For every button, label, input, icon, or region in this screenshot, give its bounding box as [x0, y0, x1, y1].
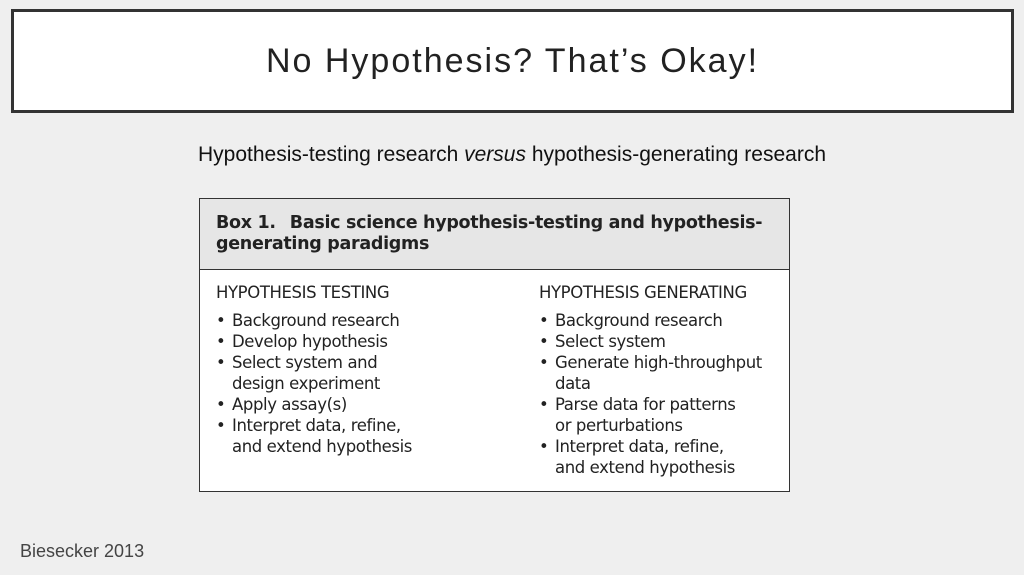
testing-item-line: • Apply assay(s)	[232, 395, 347, 414]
generating-list-item	[539, 331, 789, 352]
subtitle-part2: hypothesis-generating research	[525, 143, 826, 166]
testing-list-item	[216, 415, 539, 457]
box-columns	[200, 270, 789, 478]
generating-item-line: or perturbations	[555, 416, 683, 435]
source-credit: Biesecker 2013	[20, 541, 145, 561]
box-label: Box 1.	[216, 213, 276, 233]
paradigm-box	[199, 198, 790, 492]
testing-list-item	[216, 352, 539, 394]
subtitle-emphasis: versus	[464, 143, 526, 166]
generating-item-line: • Select system	[555, 332, 666, 351]
testing-title: HYPOTHESIS TESTING	[216, 283, 390, 302]
generating-list-item	[539, 352, 789, 394]
generating-item-line: • Interpret data, refine,	[555, 437, 724, 456]
generating-list-item	[539, 436, 789, 478]
box-heading	[200, 199, 789, 270]
testing-item-line: design experiment	[232, 374, 380, 393]
testing-column	[216, 282, 539, 478]
box-heading-text1: Basic science hypothesis-testing and hypothesis-	[289, 213, 763, 233]
testing-item-line: • Background research	[232, 311, 400, 330]
box-heading-line2: generating paradigms	[216, 234, 430, 254]
testing-list-item	[216, 310, 539, 331]
generating-item-line: and extend hypothesis	[555, 458, 735, 477]
slide-subtitle	[0, 143, 1024, 167]
generating-item-line: • Generate high-throughput	[555, 353, 762, 372]
testing-list-item	[216, 394, 539, 415]
testing-list-item	[216, 331, 539, 352]
title-box	[11, 9, 1014, 113]
testing-list	[216, 310, 539, 457]
testing-item-line: • Select system and	[232, 353, 378, 372]
generating-title: HYPOTHESIS GENERATING	[539, 283, 747, 302]
generating-column	[539, 282, 789, 478]
generating-item-line: data	[555, 374, 591, 393]
generating-list-item	[539, 310, 789, 331]
subtitle-part1: Hypothesis-testing research	[198, 143, 465, 166]
testing-item-line: and extend hypothesis	[232, 437, 412, 456]
generating-item-line: • Background research	[555, 311, 723, 330]
generating-list-item	[539, 394, 789, 436]
testing-item-line: • Develop hypothesis	[232, 332, 388, 351]
box-heading-line1	[216, 213, 773, 234]
generating-list	[539, 310, 789, 478]
slide-title: No Hypothesis? That’s Okay!	[265, 41, 760, 80]
testing-item-line: • Interpret data, refine,	[232, 416, 401, 435]
generating-item-line: • Parse data for patterns	[555, 395, 736, 414]
